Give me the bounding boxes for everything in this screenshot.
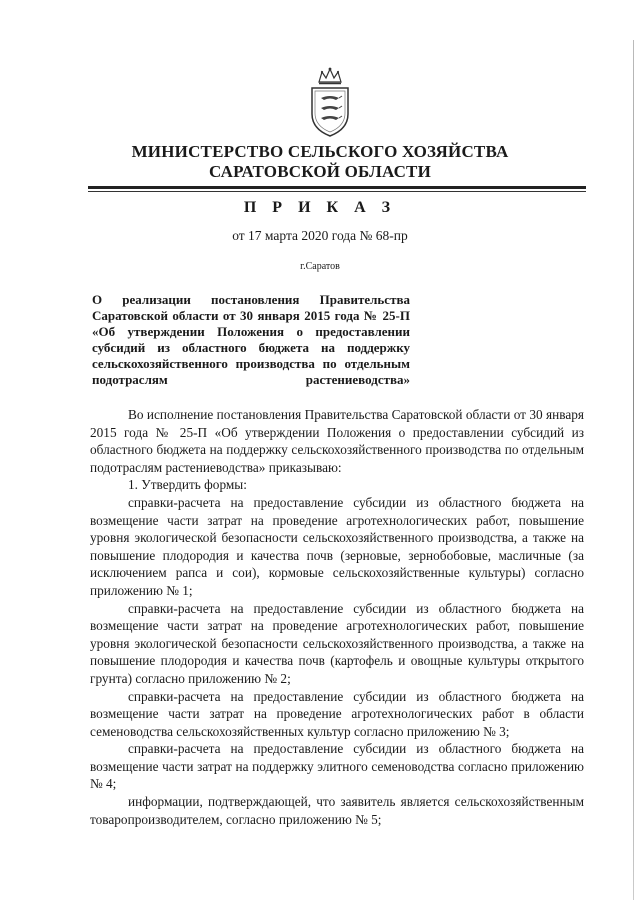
ministry-line-2: САРАТОВСКОЙ ОБЛАСТИ — [208, 162, 432, 181]
document-date-number: от 17 марта 2020 года № 68-пр — [232, 228, 408, 243]
header-rule-thin — [88, 191, 586, 192]
body-paragraph-preamble: Во исполнение постановления Правительства Саратовской области от 30 января 2015 года № 25-П «Об утверждении Положения о предоставлении субсидий из областного бюджета на поддержку сельскохозяйственного производства по отдельным подотраслям растениеводства» приказываю: — [90, 407, 584, 475]
body-paragraph-form-1: справки-расчета на предоставление субсидии из областного бюджета на возмещение части затрат на проведение агротехнологических работ, повышение уровня экологической безопасности сельскохозяйственного производства, а также на повышение плодородия и качества почв (зерновые, зернобобовые, масличные (за исключением рапса и сои), кормовые сельскохозяйственные культуры) согласно приложению № 1; — [90, 494, 584, 598]
body-paragraph-form-2: справки-расчета на предоставление субсидии из областного бюджета на возмещение части затрат на проведение агротехнологических работ, повышение уровня экологической безопасности сельскохозяйственного производства, а также на повышение плодородия и качества почв (картофель и овощные культуры открытого грунта) согласно приложению № 2; — [90, 600, 584, 686]
document-body — [90, 406, 584, 828]
body-paragraph-item-1: 1. Утвердить формы: — [128, 477, 247, 493]
document-city: г.Саратов — [300, 261, 340, 272]
ministry-line-1: МИНИСТЕРСТВО СЕЛЬСКОГО ХОЗЯЙСТВА — [131, 142, 509, 161]
body-paragraph-form-4: справки-расчета на предоставление субсидии из областного бюджета на возмещение части затрат на поддержку элитного семеноводства согласно приложению № 4; — [90, 741, 584, 792]
document-subject: О реализации постановления Правительства Саратовской области от 30 января 2015 года № 25-П «Об утверждении Положения о предоставлении субсидий из областного бюджета на поддержку сельскохозяйственного производства по отдельным подотраслям растениеводства» — [92, 292, 410, 387]
header-rule-thick — [88, 186, 586, 189]
saratov-coat-of-arms-icon — [305, 66, 355, 138]
document-type: П Р И К А З — [243, 199, 397, 216]
body-paragraph-form-3: справки-расчета на предоставление субсидии из областного бюджета на возмещение части затрат на проведение агротехнологических работ в области семеноводства сельскохозяйственных культур согласно приложению № 3; — [90, 688, 584, 739]
ministry-name — [0, 142, 640, 182]
body-paragraph-form-5: информации, подтверждающей, что заявитель является сельскохозяйственным товаропроизводителем, согласно приложению № 5; — [90, 794, 584, 827]
